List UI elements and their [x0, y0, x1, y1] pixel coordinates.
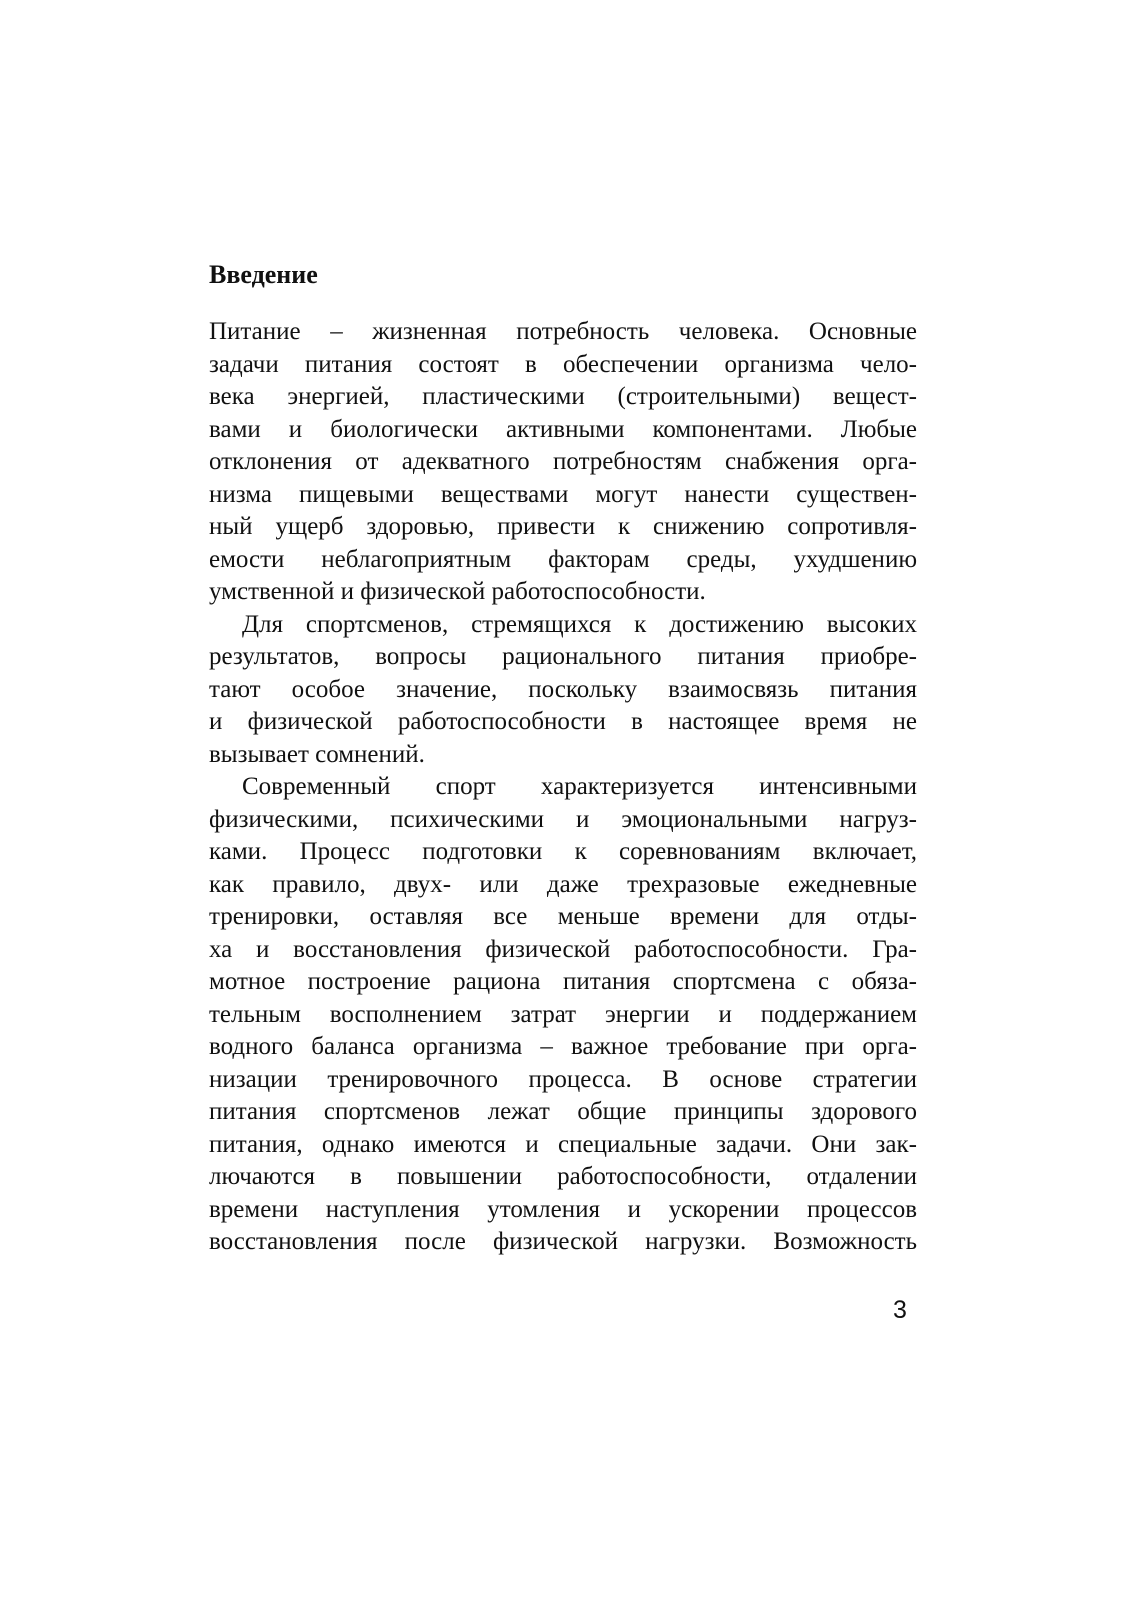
- text-line: питания, однако имеются и специальные задачи. Они зак-: [209, 1130, 917, 1158]
- text-line: Современный спорт характеризуется интенсивными: [242, 773, 917, 800]
- text-line: ками. Процесс подготовки к соревнованиям включает,: [209, 838, 917, 865]
- text-line: и физической работоспособности в настоящее время не: [209, 708, 917, 735]
- text-line: тренировки, оставляя все меньше времени для отды-: [209, 903, 917, 930]
- text-line: емости неблагоприятным факторам среды, ухудшению: [209, 545, 917, 573]
- text-line: мотное построение рациона питания спортсмена с обяза-: [209, 968, 917, 995]
- text-line: вызывает сомнений.: [209, 740, 425, 768]
- text-line: как правило, двух- или даже трехразовые ежедневные: [209, 870, 917, 898]
- body-text: [209, 316, 917, 1259]
- text-line: результатов, вопросы рационального питания приобре-: [209, 643, 917, 670]
- text-line: низма пищевыми веществами могут нанести существен-: [209, 480, 917, 508]
- text-line: ный ущерб здоровью, привести к снижению сопротивля-: [209, 513, 917, 540]
- text-line: времени наступления утомления и ускорении процессов: [209, 1195, 917, 1223]
- text-line: века энергией, пластическими (строительными) вещест-: [209, 383, 917, 410]
- text-line: ха и восстановления физической работоспособности. Гра-: [209, 935, 917, 963]
- text-line: задачи питания состоят в обеспечении организма чело-: [209, 350, 917, 378]
- text-line: умственной и физической работоспособности.: [209, 578, 706, 605]
- page-number: 3: [893, 1296, 907, 1324]
- section-heading: Введение: [209, 260, 318, 289]
- text-line: низации тренировочного процесса. В основе стратегии: [209, 1065, 917, 1093]
- text-line: Питание – жизненная потребность человека. Основные: [209, 318, 917, 345]
- text-line: физическими, психическими и эмоциональными нагруз-: [209, 805, 917, 833]
- text-line: отклонения от адекватного потребностям снабжения орга-: [209, 448, 917, 475]
- text-line: тельным восполнением затрат энергии и поддержанием: [209, 1000, 917, 1028]
- text-line: Для спортсменов, стремящихся к достижению высоких: [242, 610, 917, 638]
- text-line: водного баланса организма – важное требование при орга-: [209, 1033, 917, 1060]
- text-line: восстановления после физической нагрузки. Возможность: [209, 1228, 917, 1255]
- text-line: вами и биологически активными компонентами. Любые: [209, 415, 917, 443]
- text-line: питания спортсменов лежат общие принципы здорового: [209, 1098, 917, 1125]
- text-line: тают особое значение, поскольку взаимосвязь питания: [209, 675, 917, 703]
- text-line: лючаются в повышении работоспособности, отдалении: [209, 1163, 917, 1190]
